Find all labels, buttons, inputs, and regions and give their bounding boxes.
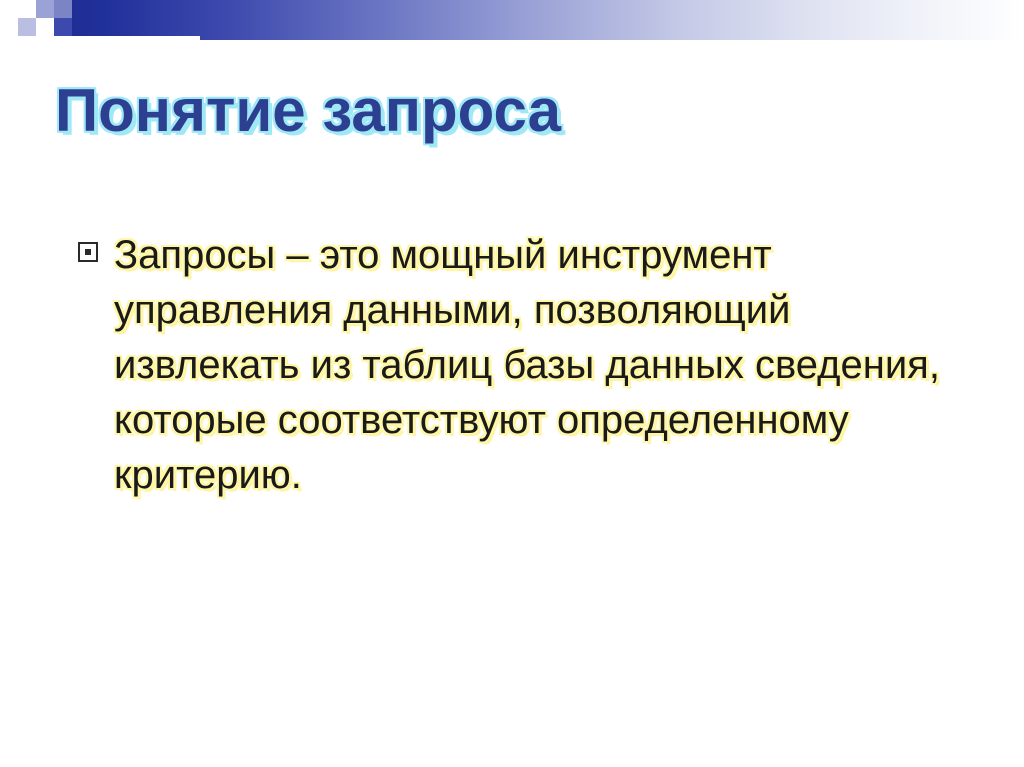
bullet-square-icon bbox=[78, 242, 98, 262]
gradient-bar bbox=[0, 0, 1024, 40]
decor-square bbox=[54, 0, 72, 18]
decor-square bbox=[0, 0, 18, 18]
list-item bbox=[78, 228, 958, 503]
decor-square bbox=[54, 18, 72, 36]
page-title: Понятие запроса bbox=[55, 77, 561, 144]
decor-square bbox=[18, 0, 36, 18]
decor-square bbox=[36, 0, 54, 18]
slide-header-decoration bbox=[0, 0, 1024, 58]
bullet-text: Запросы – это мощный инструмент управления данными, позволяющий извлекать из таблиц базы данных сведения, которые соответствуют определенному критерию. bbox=[114, 233, 940, 497]
decor-square bbox=[18, 18, 36, 36]
decor-square bbox=[36, 18, 54, 36]
title-block bbox=[0, 78, 1024, 144]
body-block bbox=[78, 228, 958, 503]
decor-square bbox=[0, 18, 18, 36]
decor-square bbox=[0, 36, 200, 58]
